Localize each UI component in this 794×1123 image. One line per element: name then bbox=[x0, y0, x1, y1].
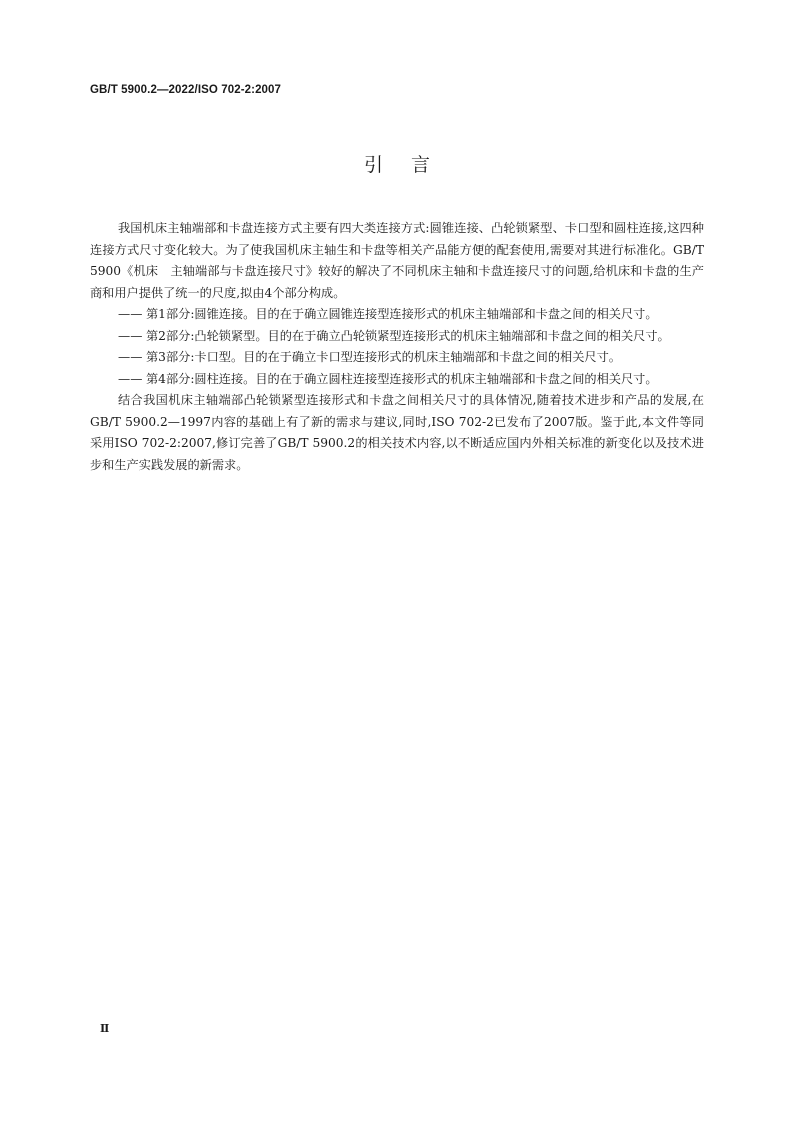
part-1-text: 第1部分:圆锥连接。目的在于确立圆锥连接型连接形式的机床主轴端部和卡盘之间的相关尺寸。 bbox=[146, 307, 658, 321]
list-item bbox=[90, 369, 704, 391]
part-2-text: 第2部分:凸轮锁紧型。目的在于确立凸轮锁紧型连接形式的机床主轴端部和卡盘之间的相关尺寸。 bbox=[146, 328, 670, 343]
list-dash: —— bbox=[118, 307, 143, 321]
page-title: 引言 bbox=[363, 154, 458, 176]
part-4-text: 第4部分:圆柱连接。目的在于确立圆柱连接型连接形式的机床主轴端部和卡盘之间的相关尺寸。 bbox=[146, 371, 658, 386]
intro-paragraph: 我国机床主轴端部和卡盘连接方式主要有四大类连接方式:圆锥连接、凸轮锁紧型、卡口型和圆柱连接,这四种连接方式尺寸变化较大。为了使我国机床主轴生和卡盘等相关产品能方便的配套使用,需要对其进行标准化。GB/T 5900《机床 主轴端部与卡盘连接尺寸》较好的解决了不同机床主轴和卡盘连接尺寸的问题,给机床和卡盘的生产商和用户提供了统一的尺度,拟由4个部分构成。 bbox=[90, 221, 704, 300]
list-item bbox=[90, 326, 704, 348]
document-header: GB/T 5900.2—2022/ISO 702-2:2007 bbox=[90, 84, 282, 96]
parts-list bbox=[90, 304, 704, 390]
list-item bbox=[90, 304, 704, 326]
list-dash: —— bbox=[118, 371, 143, 386]
page-number: Ⅱ bbox=[100, 1023, 110, 1035]
part-3-text: 第3部分:卡口型。目的在于确立卡口型连接形式的机床主轴端部和卡盘之间的相关尺寸。 bbox=[146, 350, 621, 364]
list-item bbox=[90, 347, 704, 369]
closing-paragraph: 结合我国机床主轴端部凸轮锁紧型连接形式和卡盘之间相关尺寸的具体情况,随着技术进步和产品的发展,在GB/T 5900.2—1997内容的基础上有了新的需求与建议,同时,ISO 702-2已发布了2007版。鉴于此,本文件等同采用ISO 702-2:2007,修订完善了GB/T 5900.2的相关技术内容,以不断适应国内外相关标准的新变化以及技术进步和生产实践发展的新需求。 bbox=[90, 393, 704, 472]
document-body bbox=[90, 218, 704, 476]
list-dash: —— bbox=[118, 328, 143, 343]
list-dash: —— bbox=[118, 350, 143, 364]
